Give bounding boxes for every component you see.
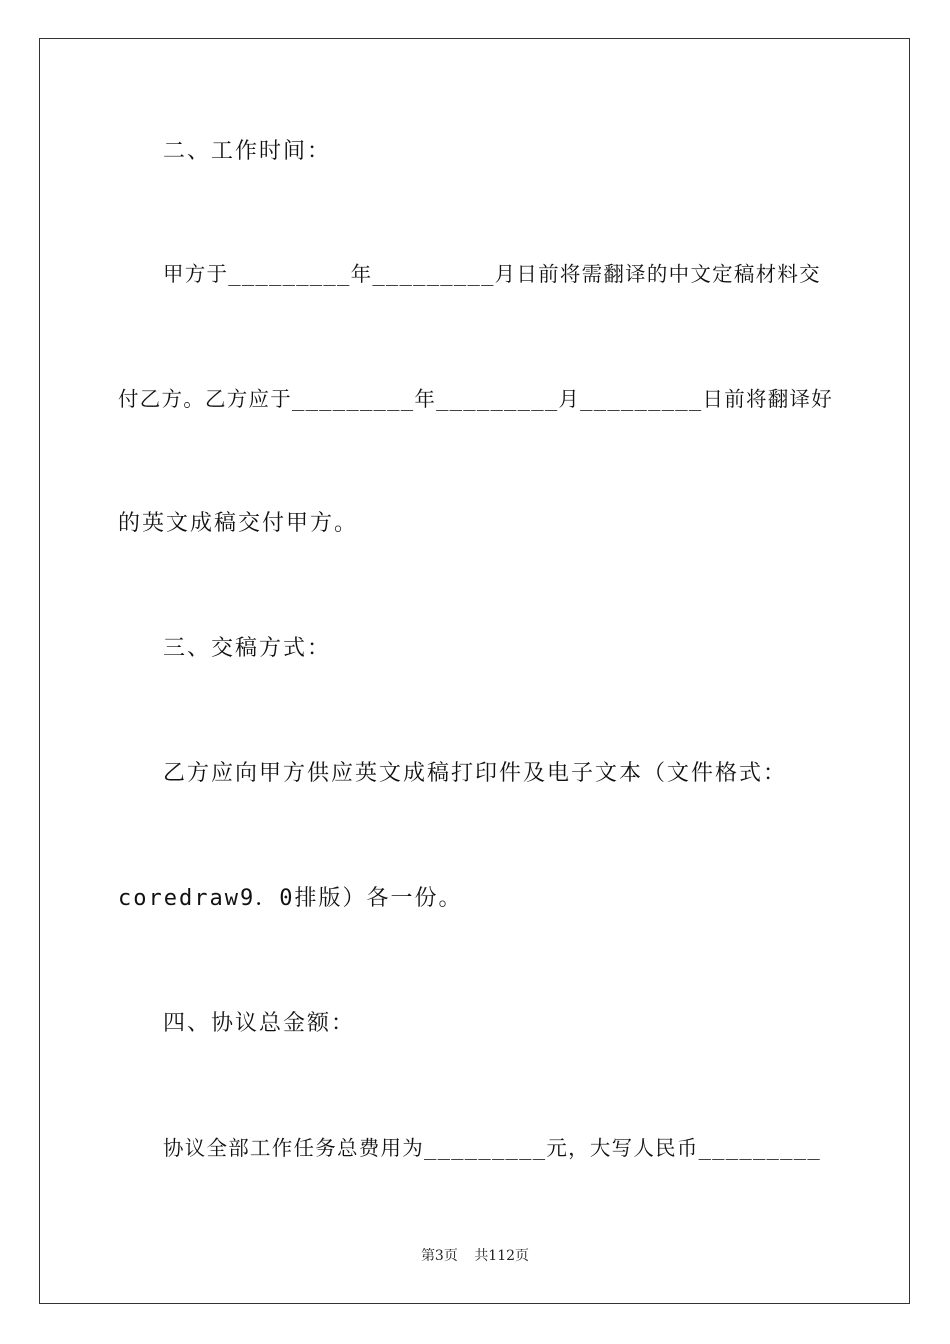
paragraph-line: 付乙方。乙方应于_________年_________月_________日前将翻译好 [118,387,833,411]
section-heading-delivery: 三、交稿方式： [163,636,332,661]
page-border [39,38,910,1304]
section-heading-work-time: 二、工作时间： [163,139,332,164]
paragraph-line: coredraw9．0排版）各一份。 [118,886,463,911]
total-pages: 共112页 [474,1248,530,1264]
paragraph-line: 的英文成稿交付甲方。 [118,511,359,536]
paragraph-line: 协议全部工作任务总费用为_________元，大写人民币_________ [163,1136,821,1160]
page-number: 第3页 [420,1248,458,1264]
page-footer [0,1245,950,1265]
paragraph-line: 乙方应向甲方供应英文成稿打印件及电子文本（文件格式： [163,761,788,786]
section-heading-total-amount: 四、协议总金额： [163,1011,356,1036]
paragraph-line: 甲方于_________年_________月日前将需翻译的中文定稿材料交 [163,262,821,286]
